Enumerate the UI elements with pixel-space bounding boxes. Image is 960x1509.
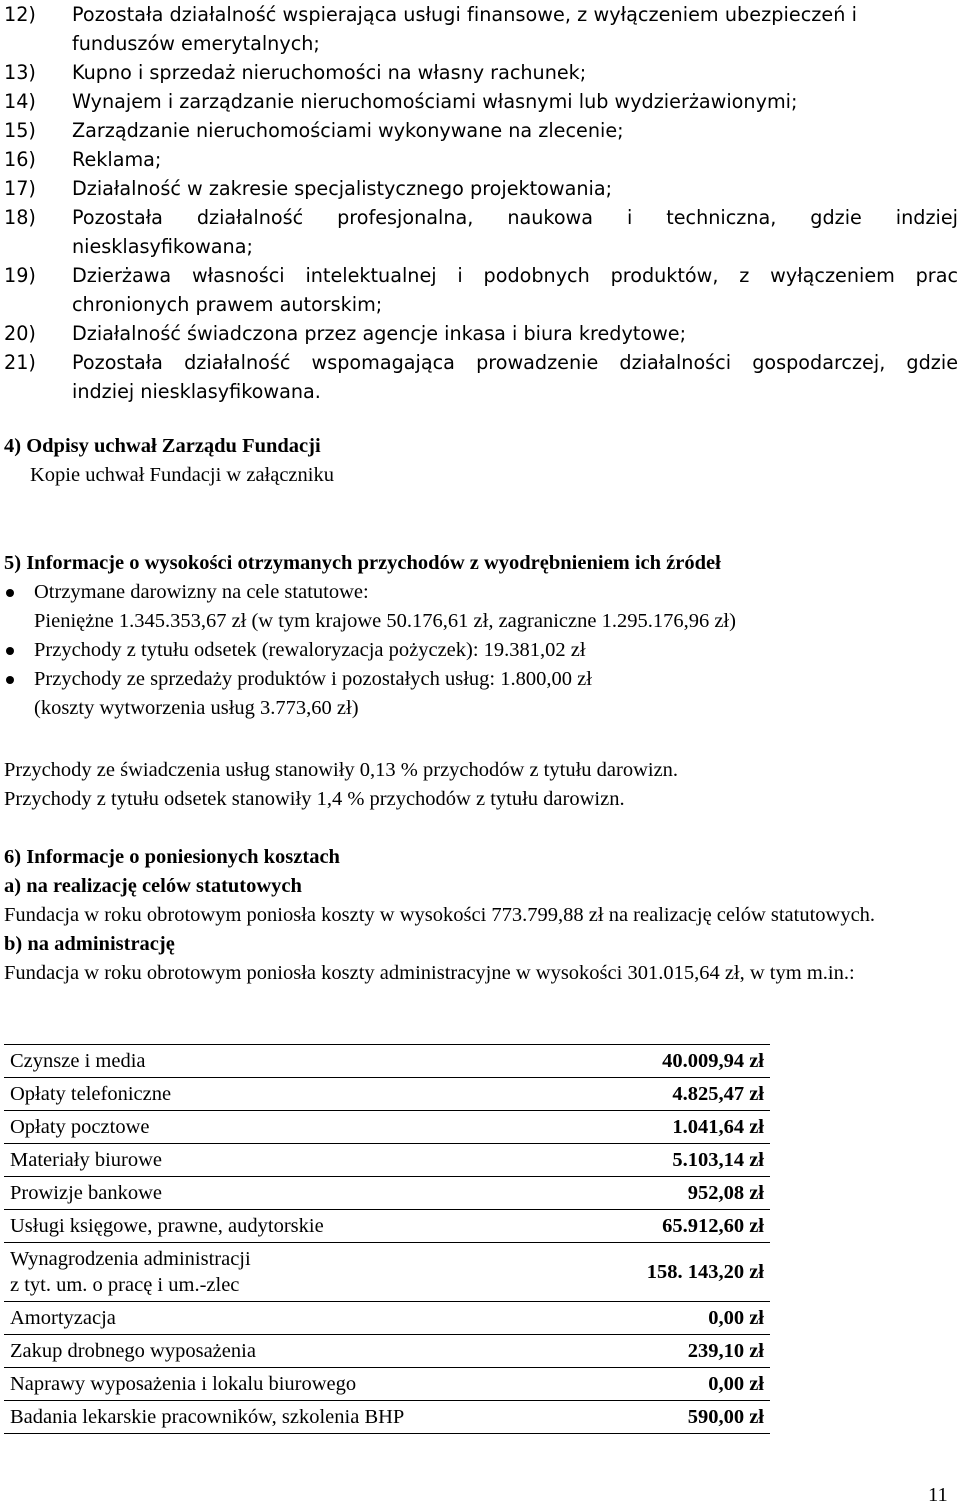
list-number: 17) xyxy=(4,177,36,200)
table-row xyxy=(4,1177,770,1210)
table-row xyxy=(4,1243,770,1302)
list-text: Dzierżawa własności intelektualnej i podobnych produktów, z wyłączeniem prac xyxy=(72,264,958,287)
list-item xyxy=(0,348,958,377)
list-item-continuation xyxy=(0,232,958,261)
table-row xyxy=(4,1111,770,1144)
cost-amount: 40.009,94 zł xyxy=(558,1045,770,1078)
list-text: niesklasyfikowana; xyxy=(72,235,253,258)
list-item xyxy=(0,0,958,29)
cost-amount: 952,08 zł xyxy=(558,1177,770,1210)
list-text: Pozostała działalność wspomagająca prowadzenie działalności gospodarczej, gdzie xyxy=(72,351,958,374)
list-text: Zarządzanie nieruchomościami wykonywane na zlecenie; xyxy=(72,119,624,142)
bullet-icon xyxy=(4,578,34,636)
list-item xyxy=(0,58,958,87)
cost-label: Prowizje bankowe xyxy=(4,1177,558,1210)
cost-label: Naprawy wyposażenia i lokalu biurowego xyxy=(4,1368,558,1401)
cost-label: Materiały biurowe xyxy=(4,1144,558,1177)
list-text: Wynajem i zarządzanie nieruchomościami własnymi lub wydzierżawionymi; xyxy=(72,90,798,113)
cost-label: Amortyzacja xyxy=(4,1302,558,1335)
bullet-icon xyxy=(4,636,34,665)
list-number: 19) xyxy=(4,264,36,287)
section-4-heading: 4) Odpisy uchwał Zarządu Fundacji xyxy=(4,435,321,457)
bullet-text: Otrzymane darowizny na cele statutowe: xyxy=(34,581,369,603)
list-item xyxy=(0,174,958,203)
list-number: 14) xyxy=(4,90,36,113)
table-row xyxy=(4,1144,770,1177)
list-number: 13) xyxy=(4,61,36,84)
list-item-continuation xyxy=(0,29,958,58)
cost-label xyxy=(4,1243,558,1302)
table-row xyxy=(4,1078,770,1111)
page-number: 11 xyxy=(928,1484,948,1506)
cost-label-line: Wynagrodzenia administracji xyxy=(10,1248,251,1270)
income-bullets xyxy=(4,578,954,723)
list-item xyxy=(0,203,958,232)
cost-label: Badania lekarskie pracowników, szkolenia BHP xyxy=(4,1401,558,1434)
cost-amount: 5.103,14 zł xyxy=(558,1144,770,1177)
table-row xyxy=(4,1045,770,1078)
cost-amount: 0,00 zł xyxy=(558,1368,770,1401)
bullet-item xyxy=(4,578,954,636)
cost-amount: 1.041,64 zł xyxy=(558,1111,770,1144)
summary-line: Przychody z tytułu odsetek stanowiły 1,4 % przychodów z tytułu darowizn. xyxy=(4,788,625,810)
list-text: chronionych prawem autorskim; xyxy=(72,293,383,316)
bullet-item xyxy=(4,665,954,723)
cost-label: Opłaty telefoniczne xyxy=(4,1078,558,1111)
cost-amount: 0,00 zł xyxy=(558,1302,770,1335)
section-6a-heading: a) na realizację celów statutowych xyxy=(4,875,302,897)
section-6-heading: 6) Informacje o poniesionych kosztach xyxy=(4,846,340,868)
bullet-text: (koszty wytworzenia usług 3.773,60 zł) xyxy=(34,697,359,719)
table-row xyxy=(4,1335,770,1368)
bullet-item xyxy=(4,636,954,665)
section-6a-text: Fundacja w roku obrotowym poniosła koszty w wysokości 773.799,88 zł na realizację celów statutowych. xyxy=(4,904,876,926)
bullet-text: Przychody z tytułu odsetek (rewaloryzacja pożyczek): 19.381,02 zł xyxy=(34,639,586,661)
section-6b-heading: b) na administrację xyxy=(4,933,175,955)
list-number: 18) xyxy=(4,206,36,229)
cost-amount: 65.912,60 zł xyxy=(558,1210,770,1243)
list-item xyxy=(0,319,958,348)
activities-list xyxy=(0,0,958,406)
section-5-heading: 5) Informacje o wysokości otrzymanych przychodów z wyodrębnieniem ich źródeł xyxy=(4,552,721,574)
bullet-icon xyxy=(4,665,34,723)
section-6 xyxy=(4,843,956,988)
section-6b-text: Fundacja w roku obrotowym poniosła koszty administracyjne w wysokości 301.015,64 zł, w tym m.in.: xyxy=(4,962,855,984)
list-number: 15) xyxy=(4,119,36,142)
cost-label-line: z tyt. um. o pracę i um.-zlec xyxy=(10,1274,240,1296)
bullet-text: Przychody ze sprzedaży produktów i pozostałych usług: 1.800,00 zł xyxy=(34,668,592,690)
list-item xyxy=(0,145,958,174)
cost-label: Usługi księgowe, prawne, audytorskie xyxy=(4,1210,558,1243)
list-text: Reklama; xyxy=(72,148,162,171)
list-text: funduszów emerytalnych; xyxy=(72,32,320,55)
list-number: 21) xyxy=(4,351,36,374)
list-item xyxy=(0,261,958,290)
cost-amount: 4.825,47 zł xyxy=(558,1078,770,1111)
list-number: 12) xyxy=(4,3,36,26)
cost-label: Czynsze i media xyxy=(4,1045,558,1078)
table-row xyxy=(4,1401,770,1434)
admin-costs-table xyxy=(4,1044,770,1434)
table-row xyxy=(4,1210,770,1243)
summary-line: Przychody ze świadczenia usług stanowiły 0,13 % przychodów z tytułu darowizn. xyxy=(4,759,679,781)
list-text: Pozostała działalność profesjonalna, naukowa i techniczna, gdzie indziej xyxy=(72,206,958,229)
cost-amount: 239,10 zł xyxy=(558,1335,770,1368)
list-number: 16) xyxy=(4,148,36,171)
list-text: Kupno i sprzedaż nieruchomości na własny rachunek; xyxy=(72,61,587,84)
list-item-continuation xyxy=(0,377,958,406)
cost-label: Opłaty pocztowe xyxy=(4,1111,558,1144)
list-text: Działalność świadczona przez agencje inkasa i biura kredytowe; xyxy=(72,322,687,345)
income-summary xyxy=(4,756,956,814)
table-row xyxy=(4,1302,770,1335)
cost-amount: 158. 143,20 zł xyxy=(558,1243,770,1302)
list-item xyxy=(0,87,958,116)
list-text: Pozostała działalność wspierająca usługi finansowe, z wyłączeniem ubezpieczeń i xyxy=(72,3,858,26)
bullet-text: Pieniężne 1.345.353,67 zł (w tym krajowe 50.176,61 zł, zagraniczne 1.295.176,96 zł) xyxy=(34,610,736,632)
section-4-text: Kopie uchwał Fundacji w załączniku xyxy=(30,464,334,486)
list-number: 20) xyxy=(4,322,36,345)
cost-amount: 590,00 zł xyxy=(558,1401,770,1434)
table-row xyxy=(4,1368,770,1401)
list-item-continuation xyxy=(0,290,958,319)
list-text: Działalność w zakresie specjalistycznego projektowania; xyxy=(72,177,613,200)
list-text: indziej niesklasyfikowana. xyxy=(72,380,321,403)
list-item xyxy=(0,116,958,145)
cost-label: Zakup drobnego wyposażenia xyxy=(4,1335,558,1368)
